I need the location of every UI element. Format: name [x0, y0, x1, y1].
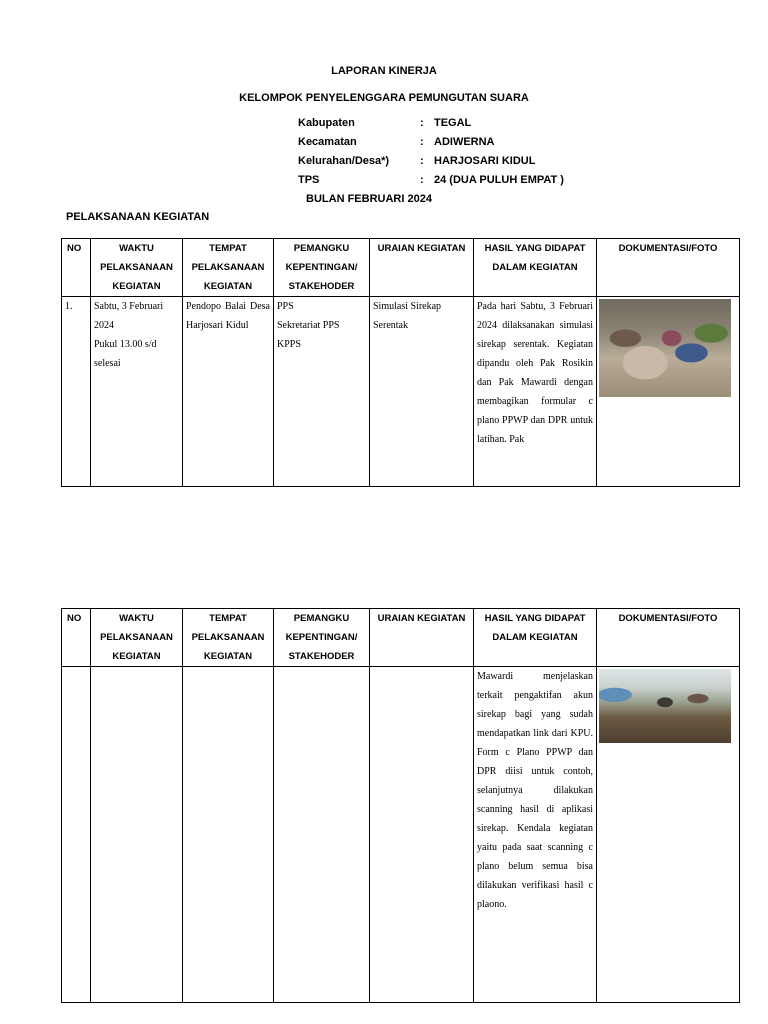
cell-no — [62, 667, 91, 1003]
report-subtitle: KELOMPOK PENYELENGGARA PEMUNGUTAN SUARA — [239, 92, 529, 104]
tempat-text: Pendopo Balai Desa Harjosari Kidul — [186, 301, 270, 331]
col-header-tempat: TEMPAT PELAKSANAAN KEGIATAN — [183, 239, 274, 297]
info-label: Kelurahan/Desa*) — [298, 155, 390, 167]
info-value: HARJOSARI KIDUL — [434, 155, 536, 167]
col-header-dokumentasi: DOKUMENTASI/FOTO — [597, 609, 740, 667]
col-header-waktu: WAKTU PELAKSANAAN KEGIATAN — [91, 609, 183, 667]
cell-dokumentasi — [597, 667, 740, 1003]
cell-uraian: Simulasi Sirekap Serentak — [370, 297, 474, 487]
activity-table-2 — [61, 608, 740, 1003]
hasil-text: Pada hari Sabtu, 3 Februari 2024 dilaksanakan simulasi sirekap serentak. Kegiatan dipandu oleh Pak Rosikin dan Pak Mawardi dengan membagikan formular c plano PPWP dan DPR untuk latihan. Pak — [477, 301, 593, 445]
table-row — [62, 667, 740, 1003]
col-header-no: NO — [62, 609, 91, 667]
pemangku-pps: PPS — [277, 301, 294, 312]
activity-table-1 — [61, 238, 740, 487]
col-header-no: NO — [62, 239, 91, 297]
cell-tempat — [183, 667, 274, 1003]
col-header-uraian: URAIAN KEGIATAN — [370, 609, 474, 667]
col-header-hasil: HASIL YANG DIDAPAT DALAM KEGIATAN — [474, 239, 597, 297]
col-header-tempat: TEMPAT PELAKSANAAN KEGIATAN — [183, 609, 274, 667]
info-colon: : — [420, 174, 424, 186]
col-header-hasil: HASIL YANG DIDAPAT DALAM KEGIATAN — [474, 609, 597, 667]
pemangku-kpps: KPPS — [277, 339, 301, 350]
table-header-row — [62, 609, 740, 667]
info-colon: : — [420, 136, 424, 148]
info-label: Kabupaten — [298, 117, 355, 129]
cell-tempat — [183, 297, 274, 487]
table-header-row — [62, 239, 740, 297]
section-title: PELAKSANAAN KEGIATAN — [66, 211, 210, 223]
cell-dokumentasi — [597, 297, 740, 487]
waktu-time: Pukul 13.00 s/d selesai — [94, 339, 157, 369]
info-label: TPS — [298, 174, 320, 186]
activity-photo — [599, 669, 731, 743]
info-value: ADIWERNA — [434, 136, 495, 148]
report-title: LAPORAN KINERJA — [331, 65, 437, 77]
col-header-dokumentasi: DOKUMENTASI/FOTO — [597, 239, 740, 297]
cell-waktu — [91, 667, 183, 1003]
cell-uraian — [370, 667, 474, 1003]
info-label: Kecamatan — [298, 136, 357, 148]
col-header-pemangku: PEMANGKU KEPENTINGAN/ STAKEHODER — [274, 609, 370, 667]
cell-pemangku — [274, 667, 370, 1003]
cell-no: 1. — [62, 297, 91, 487]
col-header-pemangku: PEMANGKU KEPENTINGAN/ STAKEHODER — [274, 239, 370, 297]
waktu-date: Sabtu, 3 Februari 2024 — [94, 301, 164, 331]
info-value: TEGAL — [434, 117, 472, 129]
info-colon: : — [420, 117, 424, 129]
activity-photo — [599, 299, 731, 397]
info-value: 24 (DUA PULUH EMPAT ) — [434, 174, 564, 186]
cell-hasil — [474, 667, 597, 1003]
col-header-waktu: WAKTU PELAKSANAAN KEGIATAN — [91, 239, 183, 297]
report-month: BULAN FEBRUARI 2024 — [306, 193, 432, 205]
info-colon: : — [420, 155, 424, 167]
cell-hasil — [474, 297, 597, 487]
hasil-text: Mawardi menjelaskan terkait pengaktifan akun sirekap bagi yang sudah mendapatkan link dari KPU. Form c Plano PPWP dan DPR diisi untuk contoh, selanjutnya dilakukan scanning hasil di aplikasi sirekap. Kendala kegiatan yaitu pada saat scanning c plano belum semua bisa dilakukan verifikasi hasil c plaono. — [477, 671, 593, 910]
col-header-uraian: URAIAN KEGIATAN — [370, 239, 474, 297]
cell-pemangku — [274, 297, 370, 487]
table-row — [62, 297, 740, 487]
pemangku-sekretariat: Sekretariat PPS — [277, 320, 340, 331]
cell-waktu — [91, 297, 183, 487]
